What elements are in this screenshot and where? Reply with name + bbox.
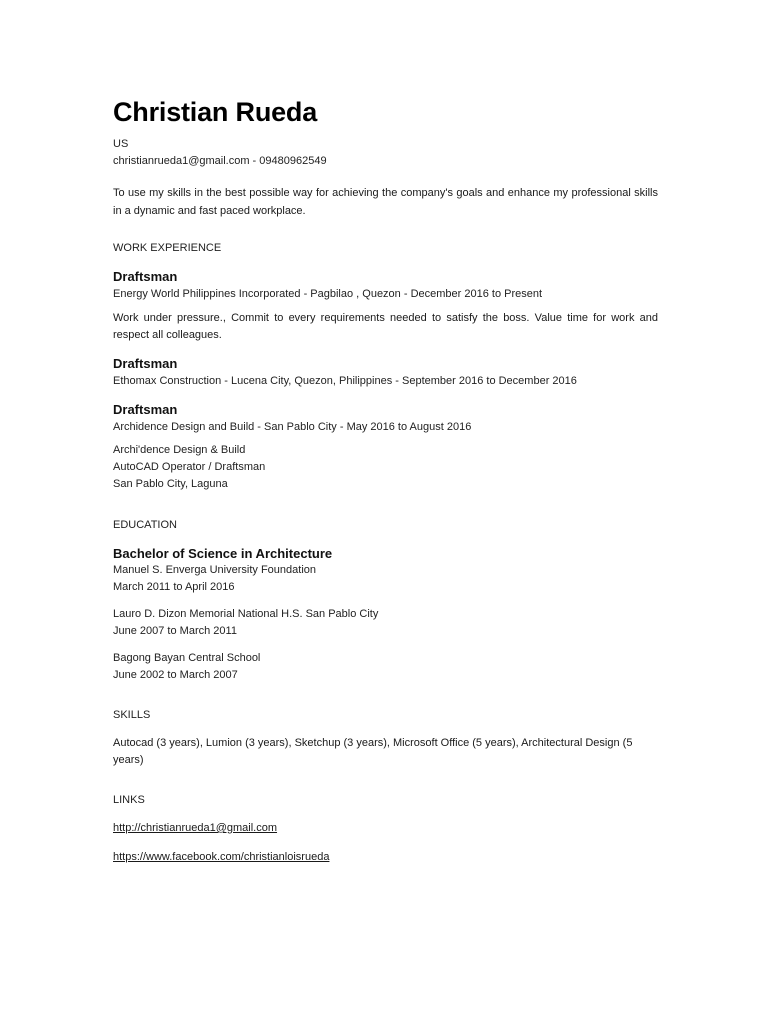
section-title-skills: SKILLS: [113, 709, 151, 721]
section-title-links: LINKS: [113, 794, 145, 806]
job-title: Draftsman: [113, 402, 178, 417]
degree-title: Bachelor of Science in Architecture: [113, 546, 333, 561]
education-entry: [113, 650, 658, 684]
school-name: Bagong Bayan Central School: [113, 652, 261, 664]
job-note: AutoCAD Operator / Draftsman: [113, 461, 266, 473]
skills-list: Autocad (3 years), Lumion (3 years), Sketchup (3 years), Microsoft Office (5 years), Architectural Design (5 years): [113, 737, 633, 766]
school-name: Manuel S. Enverga University Foundation: [113, 564, 316, 576]
job-title: Draftsman: [113, 356, 178, 371]
location: US: [113, 138, 129, 150]
education-dates: June 2007 to March 2011: [113, 625, 237, 637]
contact-block: [113, 136, 658, 170]
email-link[interactable]: http://christianrueda1@gmail.com: [113, 822, 278, 834]
job-description: Work under pressure., Commit to every requirements needed to satisfy the boss. Value time for work and respect all colleagues.: [113, 312, 658, 341]
job-note: Archi'dence Design & Build: [113, 444, 246, 456]
job-entry: [113, 401, 658, 493]
contact-info: christianrueda1@gmail.com - 09480962549: [113, 155, 327, 167]
job-entry: [113, 355, 658, 390]
education-entry: [113, 545, 658, 596]
candidate-name: Christian Rueda: [113, 97, 318, 127]
job-notes: [113, 442, 658, 493]
job-meta: Ethomax Construction - Lucena City, Quezon, Philippines - September 2016 to December 2016: [113, 375, 577, 387]
section-title-work: WORK EXPERIENCE: [113, 242, 222, 254]
job-title: Draftsman: [113, 269, 178, 284]
education-dates: June 2002 to March 2007: [113, 669, 238, 681]
facebook-link[interactable]: https://www.facebook.com/christianloisrueda: [113, 851, 330, 863]
education-dates: March 2011 to April 2016: [113, 581, 235, 593]
job-note: San Pablo City, Laguna: [113, 478, 228, 490]
school-name: Lauro D. Dizon Memorial National H.S. San Pablo City: [113, 608, 379, 620]
education-entry: [113, 606, 658, 640]
job-meta: Archidence Design and Build - San Pablo City - May 2016 to August 2016: [113, 421, 472, 433]
section-title-education: EDUCATION: [113, 519, 177, 531]
resume-page: [113, 96, 658, 866]
job-entry: [113, 268, 658, 344]
objective-summary: To use my skills in the best possible way for achieving the company's goals and enhance my professional skills in a dynamic and fast paced workplace.: [113, 187, 658, 217]
job-meta: Energy World Philippines Incorporated - Pagbilao , Quezon - December 2016 to Present: [113, 288, 543, 300]
